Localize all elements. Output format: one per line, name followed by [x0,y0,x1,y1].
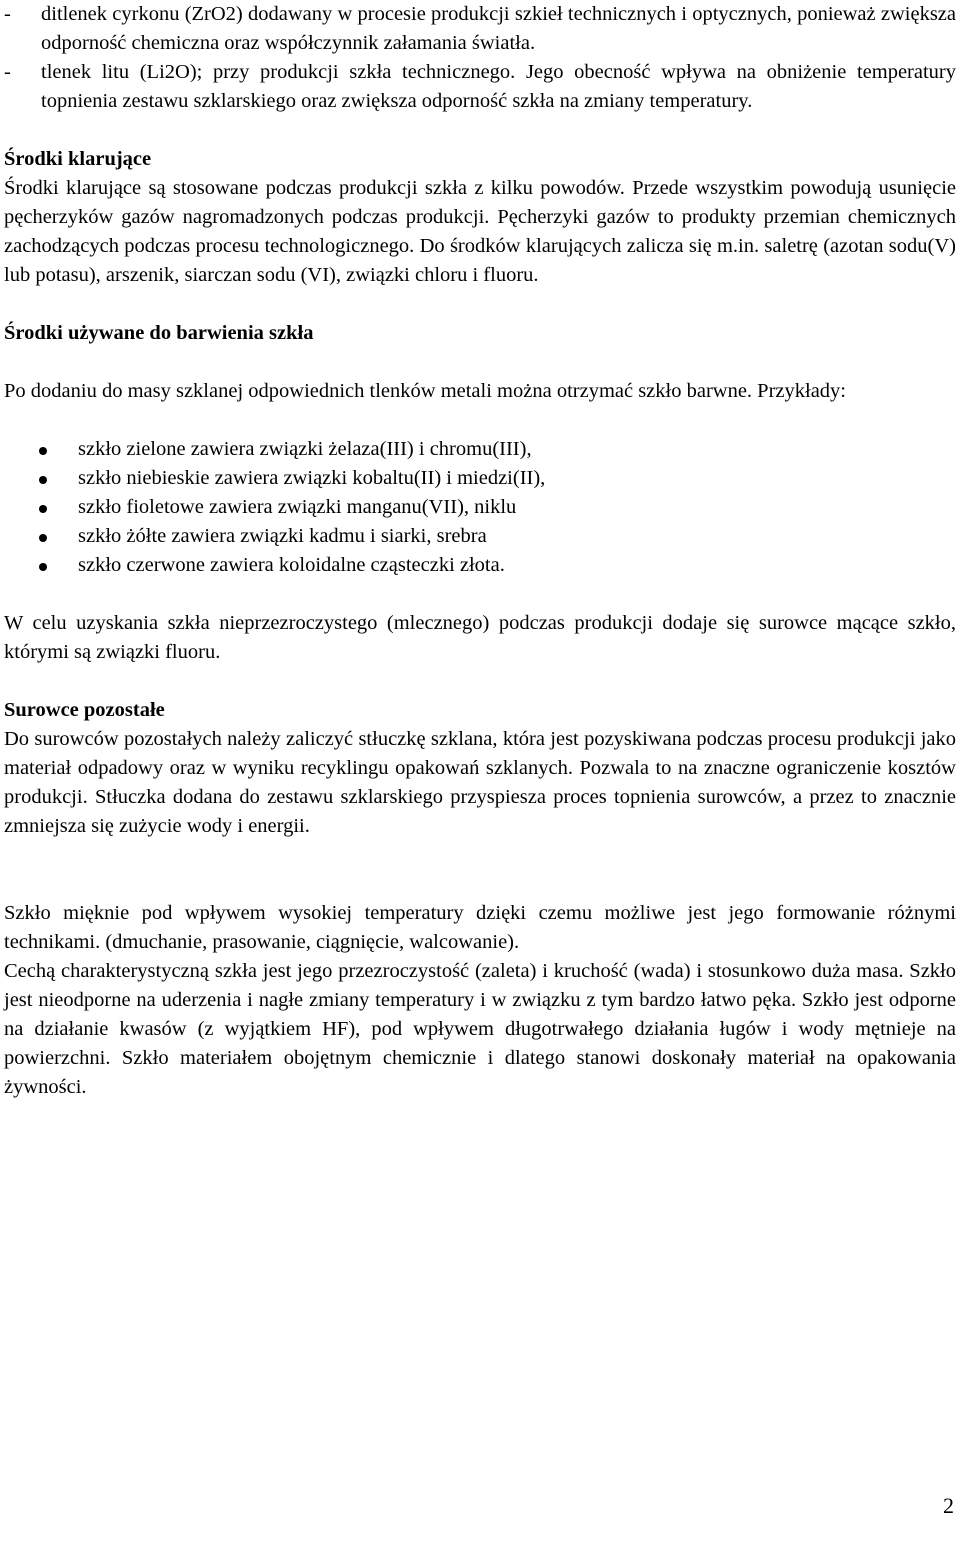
list-item-text: ditlenek cyrkonu (ZrO2) dodawany w procesie produkcji szkieł technicznych i optycznych, ponieważ zwiększa odporność chemiczna oraz współczynnik załamania światła. [41,3,956,54]
color-examples-list [4,435,956,580]
section-heading: Środki klarujące [4,148,152,170]
list-item [4,435,956,464]
section-heading: Środki używane do barwienia szkła [4,322,314,344]
section-intro: Po dodaniu do masy szklanej odpowiednich tlenków metali można otrzymać szkło barwne. Przykłady: [4,380,847,402]
bullet-icon [39,563,47,571]
list-item [4,493,956,522]
list-item [4,551,956,580]
list-item-text: szkło żółte zawiera związki kadmu i siarki, srebra [78,525,487,547]
bullet-icon [39,505,47,513]
bullet-icon [39,447,47,455]
dash-marker: - [4,3,11,25]
dash-marker: - [4,61,11,83]
list-item-text: szkło fioletowe zawiera związki manganu(VII), niklu [78,496,517,518]
list-item [4,522,956,551]
section-heading: Surowce pozostałe [4,699,165,721]
paragraph-softening: Szkło mięknie pod wpływem wysokiej temperatury dzięki czemu możliwe jest jego formowanie różnymi technikami. (dmuchanie, prasowanie, ciągnięcie, walcowanie). [4,902,956,953]
list-item-text: szkło czerwone zawiera koloidalne cząsteczki złota. [78,554,505,576]
paragraph-characteristics: Cechą charakterystyczną szkła jest jego przezroczystość (zaleta) i kruchość (wada) i stosunkowo duża masa. Szkło jest nieodporne na uderzenia i nagłe zmiany temperatury i w związku z tym bardzo łatwo pęka. Szkło jest odporne na działanie kwasów (z wyjątkiem HF), pod wpływem długotrwałego działania ługów i wody mętnieje na powierzchni. Szkło materiałem obojętnym chemicznie i dlatego stanowi doskonały materiał na opakowania żywności. [4,960,956,1098]
bullet-icon [39,534,47,542]
section-fining-agents [4,145,956,290]
opaque-glass-note: W celu uzyskania szkła nieprzezroczystego (mlecznego) podczas produkcji dodaje się surowce mącące szkło, którymi są związki fluoru. [4,612,956,663]
document-page [4,0,956,1102]
list-item [4,464,956,493]
page-number: 2 [943,1493,954,1518]
list-item-zirconium [4,0,956,58]
bullet-icon [39,476,47,484]
section-body: Środki klarujące są stosowane podczas produkcji szkła z kilku powodów. Przede wszystkim powodują usunięcie pęcherzyków gazów nagromadzonych podczas produkcji. Pęcherzyki gazów to produkty przemian chemicznych zachodzących podczas procesu technologicznego. Do środków klarujących zalicza się m.in. saletrę (azotan sodu(V) lub potasu), arszenik, siarczan sodu (VI), związki chloru i fluoru. [4,177,956,286]
list-item-lithium [4,58,956,116]
section-other-materials [4,696,956,841]
top-list [4,0,956,116]
section-glass-properties [4,899,956,1102]
list-item-text: szkło zielone zawiera związki żelaza(III) i chromu(III), [78,438,532,460]
section-body: Do surowców pozostałych należy zaliczyć stłuczkę szklana, która jest pozyskiwana podczas procesu produkcji jako materiał odpadowy oraz w wyniku recyklingu opakowań szklanych. Pozwala to na znaczne ograniczenie kosztów produkcji. Stłuczka dodana do zestawu szklarskiego przyspiesza proces topnienia surowców, a przez to znacznie zmniejsza się zużycie wody i energii. [4,728,956,837]
list-item-text: tlenek litu (Li2O); przy produkcji szkła technicznego. Jego obecność wpływa na obniżenie temperatury topnienia zestawu szklarskiego oraz zwiększa odporność szkła na zmiany temperatury. [41,61,956,112]
list-item-text: szkło niebieskie zawiera związki kobaltu(II) i miedzi(II), [78,467,546,489]
section-coloring-agents [4,319,956,667]
